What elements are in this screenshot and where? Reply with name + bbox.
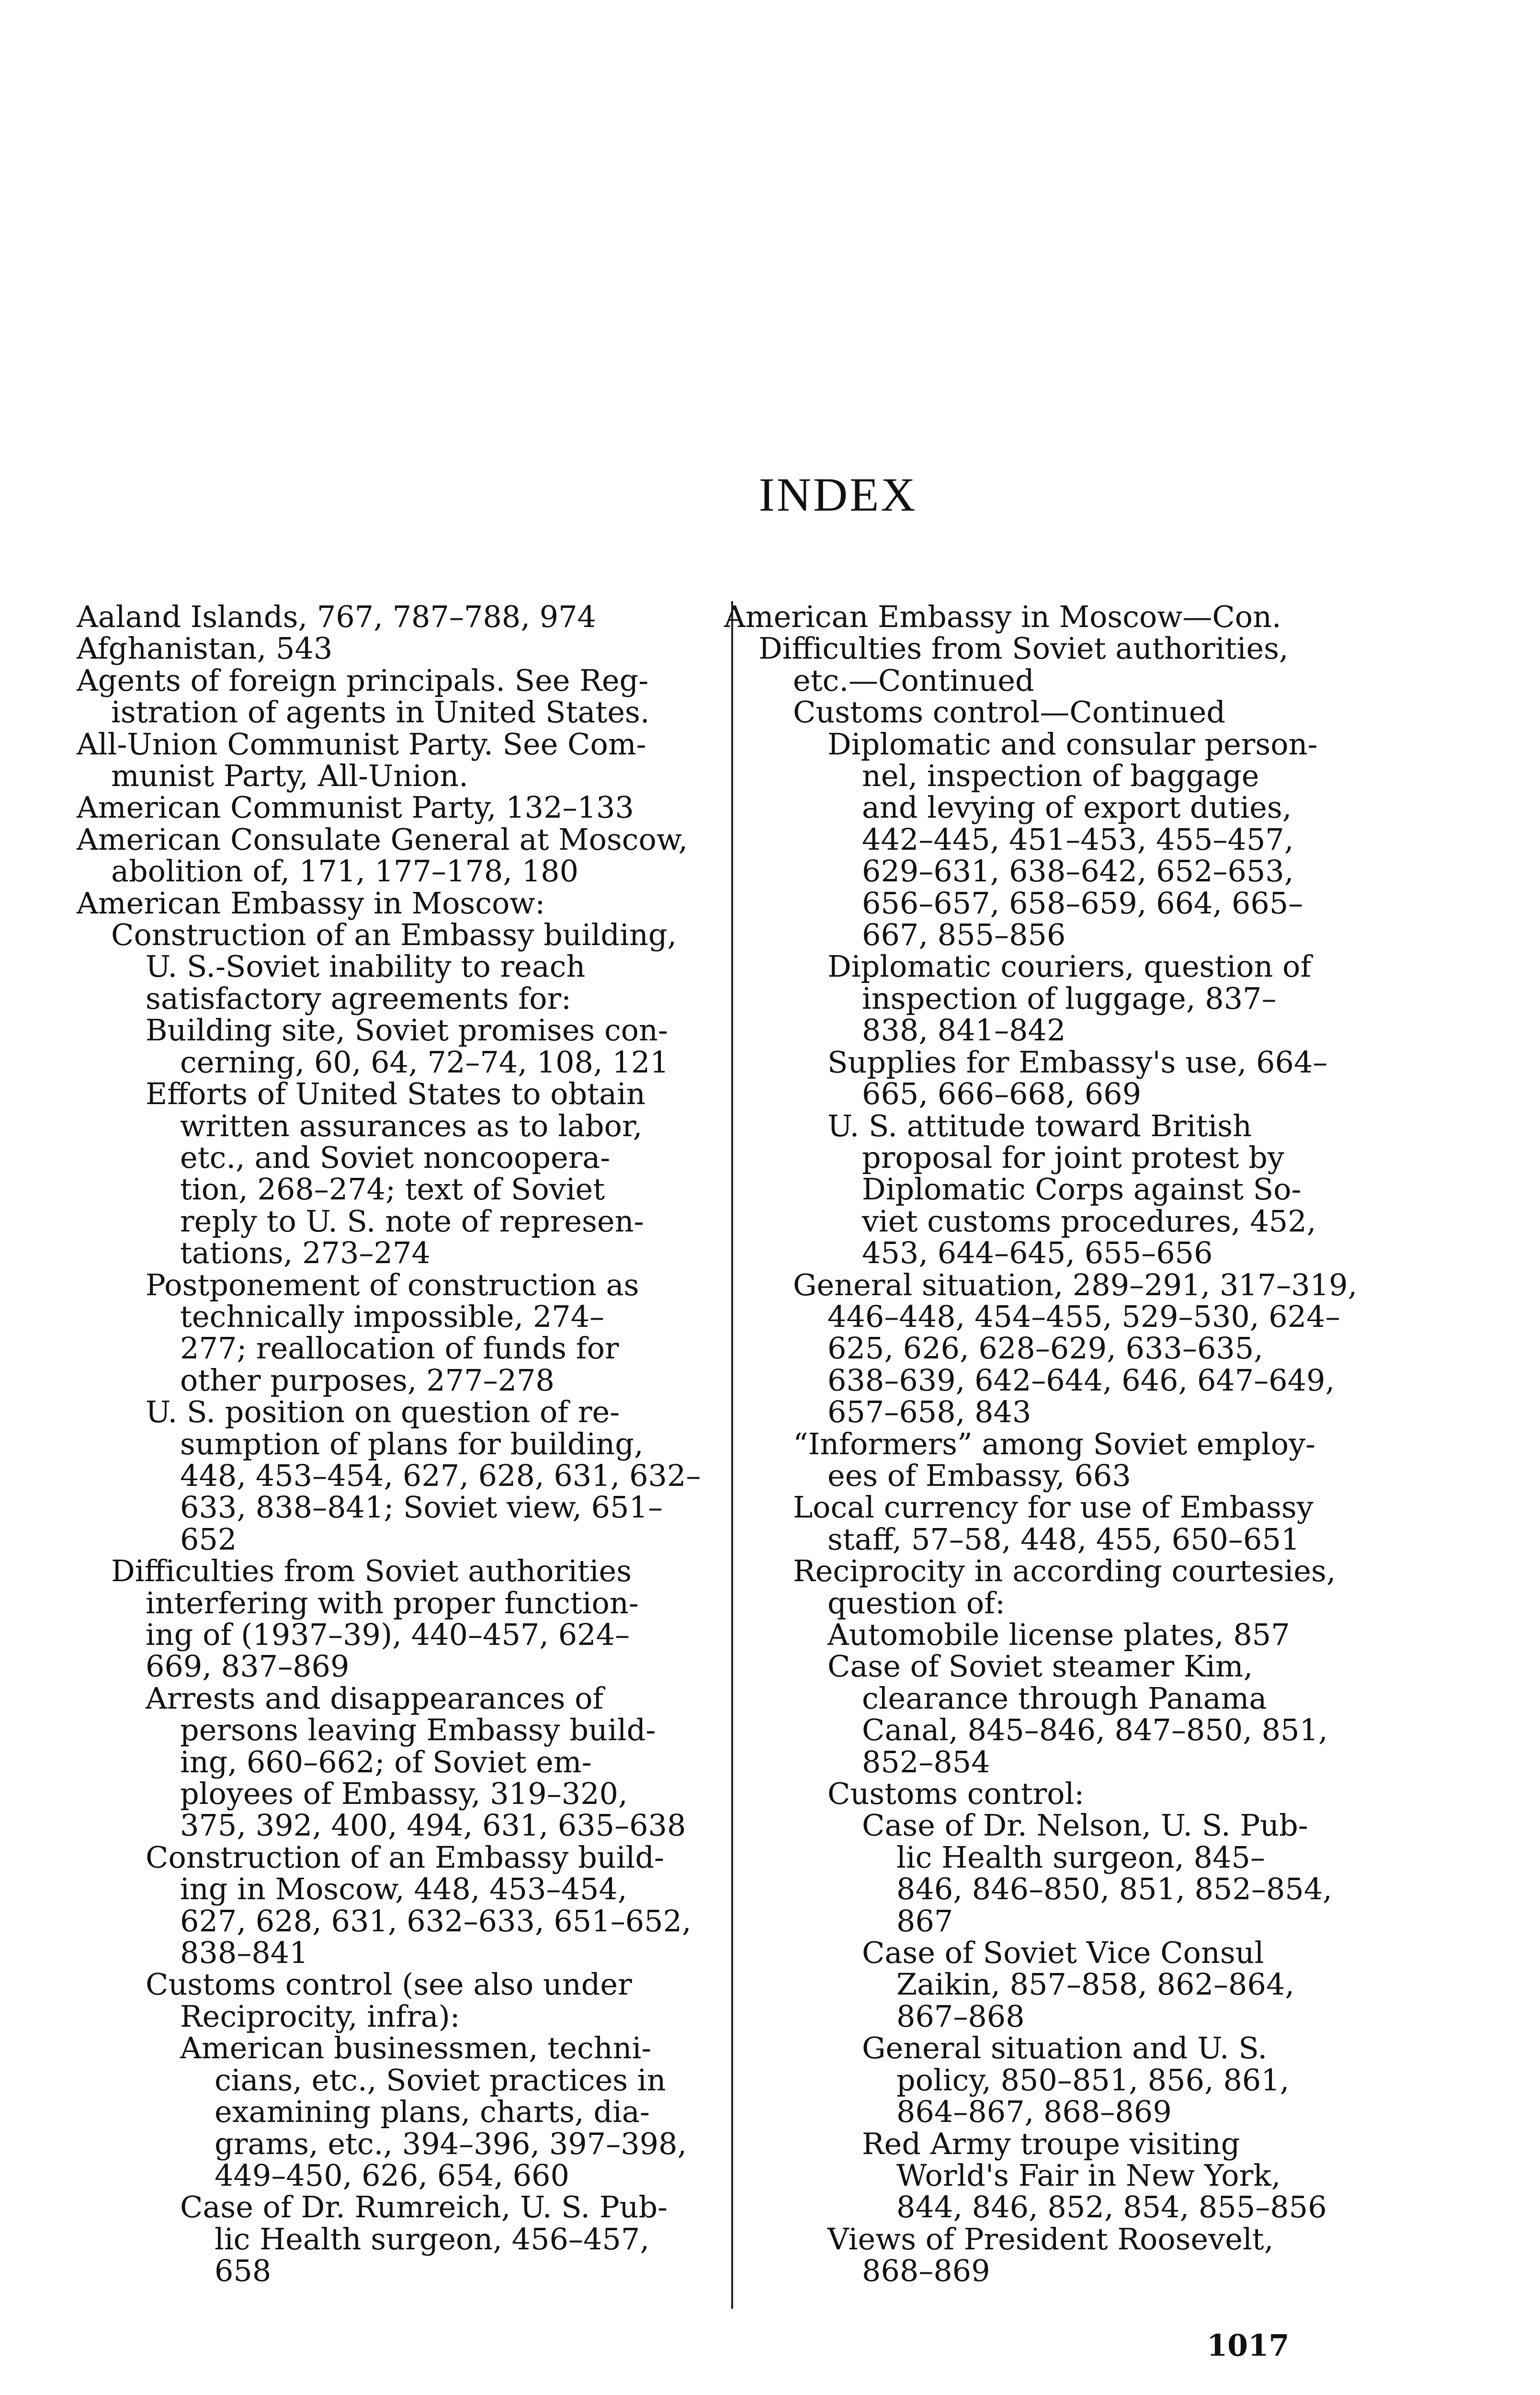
index-entry — [77, 919, 728, 1015]
index-entry-line: 627, 628, 631, 632–633, 651–652, — [180, 1903, 691, 1939]
index-entry — [77, 601, 728, 633]
index-entry-line: Red Army troupe visiting — [862, 2126, 1240, 2161]
index-entry-line: tations, 273–274 — [180, 1235, 430, 1271]
index-entry-line: Views of President Roosevelt, — [827, 2221, 1274, 2257]
index-entry-line: 852–854 — [862, 1744, 990, 1779]
index-entry-line: Construction of an Embassy build- — [146, 1839, 665, 1875]
index-entry-line: Customs control—Continued — [793, 695, 1226, 730]
index-entry-line: 375, 392, 400, 494, 631, 635–638 — [180, 1808, 686, 1843]
index-entry-line: U. S.-Soviet inability to reach — [146, 949, 586, 984]
index-entry-line: Supplies for Embassy's use, 664– — [827, 1044, 1328, 1080]
index-entry-line: 667, 855–856 — [862, 917, 1066, 953]
index-entry-line: grams, etc., 394–396, 397–398, — [215, 2126, 687, 2161]
right-column — [724, 601, 1385, 2287]
index-entry-line: Customs control (see also under — [146, 1967, 632, 2002]
index-entry-line: Efforts of United States to obtain — [146, 1076, 645, 1112]
index-entry-line: Customs control: — [827, 1776, 1085, 1812]
index-entry-line: 442–445, 451–453, 455–457, — [862, 821, 1294, 857]
index-entry-line: 629–631, 638–642, 652–653, — [862, 854, 1294, 889]
index-entry-line: ing of (1937–39), 440–457, 624– — [146, 1617, 630, 1652]
index-entry-line: Reciprocity, infra): — [180, 1998, 460, 2034]
index-entry-line: lic Health surgeon, 845– — [896, 1839, 1265, 1875]
index-entry-line: 864–867, 868–869 — [896, 2094, 1172, 2130]
index-entry-line: Diplomatic Corps against So- — [862, 1172, 1302, 1207]
index-entry-line: 838–841 — [180, 1935, 308, 1971]
index-entry-line: All-Union Communist Party. See Com- — [77, 726, 646, 762]
index-entry-line: interfering with proper function- — [146, 1585, 639, 1620]
index-entry — [724, 1937, 1385, 2032]
index-entry-line: 448, 453–454, 627, 628, 631, 632– — [180, 1458, 701, 1493]
index-entry-line: Case of Soviet Vice Consul — [862, 1935, 1264, 1971]
page-title: INDEX — [759, 468, 917, 521]
index-entry — [77, 1969, 728, 2032]
index-entry — [77, 1555, 728, 1683]
index-entry — [724, 2128, 1385, 2224]
index-entry-line: ees of Embassy, 663 — [827, 1458, 1131, 1493]
index-entry-line: munist Party, All-Union. — [111, 758, 468, 794]
index-entry — [724, 951, 1385, 1046]
index-entry — [724, 726, 1385, 953]
index-entry — [77, 1078, 728, 1269]
index-entry-line: inspection of luggage, 837– — [862, 981, 1277, 1016]
index-entry-line: American Communist Party, 132–133 — [77, 790, 634, 825]
index-entry-line: American Consulate General at Moscow, — [77, 821, 688, 857]
index-entry-line: General situation, 289–291, 317–319, — [793, 1267, 1358, 1302]
index-entry-line: written assurances as to labor, — [180, 1108, 643, 1143]
index-entry-line: 656–657, 658–659, 664, 665– — [862, 885, 1303, 921]
index-entry-line: 449–450, 626, 654, 660 — [215, 2157, 569, 2193]
index-entry-line: 658 — [215, 2253, 272, 2289]
index-entry — [724, 1810, 1385, 1937]
index-entry-line: proposal for joint protest by — [862, 1140, 1284, 1175]
index-entry-line: 838, 841–842 — [862, 1013, 1066, 1048]
index-entry-line: Local currency for use of Embassy — [793, 1490, 1314, 1525]
index-entry-line: Construction of an Embassy building, — [111, 917, 677, 953]
index-entry-line: Difficulties from Soviet authorities, — [759, 631, 1289, 666]
index-entry — [724, 696, 1385, 728]
index-entry — [724, 601, 1385, 633]
index-entry-line: Difficulties from Soviet authorities — [111, 1553, 632, 1589]
index-entry-line: 446–448, 454–455, 529–530, 624– — [827, 1299, 1340, 1334]
index-entry-line: World's Fair in New York, — [896, 2157, 1281, 2193]
index-entry-line: lic Health surgeon, 456–457, — [215, 2221, 650, 2257]
index-entry-line: 846, 846–850, 851, 852–854, — [896, 1871, 1332, 1907]
index-entry-line: 867 — [896, 1903, 953, 1939]
index-entry — [77, 792, 728, 823]
index-entry-line: staff, 57–58, 448, 455, 650–651 — [827, 1521, 1300, 1557]
index-entry — [77, 821, 728, 889]
index-entry-line: reply to U. S. note of represen- — [180, 1203, 644, 1239]
index-entry-line: Postponement of construction as — [146, 1267, 639, 1302]
index-entry-line: nel, inspection of baggage — [862, 758, 1259, 794]
index-entry-line: General situation and U. S. — [862, 2030, 1268, 2066]
index-entry-line: abolition of, 171, 177–178, 180 — [111, 854, 579, 889]
index-entry-line: 652 — [180, 1521, 237, 1557]
index-entry-line: ployees of Embassy, 319–320, — [180, 1776, 628, 1812]
index-entry-line: viet customs procedures, 452, — [862, 1203, 1316, 1239]
index-entry — [77, 2191, 728, 2287]
index-entry-line: tion, 268–274; text of Soviet — [180, 1172, 605, 1207]
index-entry-line: 277; reallocation of funds for — [180, 1331, 619, 1366]
index-entry-line: Automobile license plates, 857 — [827, 1617, 1290, 1652]
index-entry-line: 665, 666–668, 669 — [862, 1076, 1142, 1112]
index-entry — [724, 2032, 1385, 2128]
index-entry-line: 638–639, 642–644, 646, 647–649, — [827, 1362, 1335, 1398]
index-entry-line: Diplomatic and consular person- — [827, 726, 1318, 762]
index-entry-line: Agents of foreign principals. See Reg- — [77, 662, 649, 698]
index-entry-line: etc., and Soviet noncoopera- — [180, 1140, 611, 1175]
index-entry-line: ing, 660–662; of Soviet em- — [180, 1744, 592, 1779]
index-entry — [724, 1651, 1385, 1778]
index-entry-line: sumption of plans for building, — [180, 1426, 644, 1461]
index-entry — [724, 1555, 1385, 1619]
index-entry — [724, 1619, 1385, 1651]
index-entry-line: American businessmen, techni- — [180, 2030, 652, 2066]
index-entry-line: etc.—Continued — [793, 662, 1034, 698]
index-entry — [77, 1015, 728, 1078]
index-entry-line: policy, 850–851, 856, 861, — [896, 2062, 1290, 2098]
index-entry-line: American Embassy in Moscow: — [77, 885, 545, 921]
index-entry-line: cians, etc., Soviet practices in — [215, 2062, 666, 2098]
index-entry-line: Afghanistan, 543 — [77, 631, 333, 666]
index-entry-line: “Informers” among Soviet employ- — [793, 1426, 1316, 1461]
index-entry-line: istration of agents in United States. — [111, 695, 650, 730]
index-entry-line: and levying of export duties, — [862, 790, 1292, 825]
index-entry-line: Arrests and disappearances of — [146, 1680, 604, 1716]
index-entry-line: 625, 626, 628–629, 633–635, — [827, 1331, 1263, 1366]
index-entry-line: U. S. position on question of re- — [146, 1394, 620, 1430]
index-entry-line: satisfactory agreements for: — [146, 981, 571, 1016]
index-entry-line: clearance through Panama — [862, 1680, 1267, 1716]
index-entry-line: Aaland Islands, 767, 787–788, 974 — [77, 599, 596, 634]
index-entry-line: U. S. attitude toward British — [827, 1108, 1252, 1143]
index-entry-line: Zaikin, 857–858, 862–864, — [896, 1967, 1295, 2002]
index-entry — [77, 2032, 728, 2191]
index-entry-line: ing in Moscow, 448, 453–454, — [180, 1871, 627, 1907]
index-entry-line: 657–658, 843 — [827, 1394, 1031, 1430]
index-entry-line: Case of Soviet steamer Kim, — [827, 1649, 1253, 1684]
index-entry — [724, 2221, 1385, 2289]
index-entry-line: Building site, Soviet promises con- — [146, 1013, 668, 1048]
index-entry-line: Case of Dr. Rumreich, U. S. Pub- — [180, 2190, 668, 2225]
index-entry-line: 453, 644–645, 655–656 — [862, 1235, 1213, 1271]
index-entry — [77, 1269, 728, 1397]
page-number: 1017 — [1207, 2328, 1290, 2363]
index-entry — [77, 633, 728, 664]
index-entry-line: 669, 837–869 — [146, 1649, 350, 1684]
index-entry-line: Reciprocity in according courtesies, — [793, 1553, 1336, 1589]
index-entry-line: cerning, 60, 64, 72–74, 108, 121 — [180, 1044, 669, 1080]
index-entry-line: question of: — [827, 1585, 1006, 1620]
index-entry-line: 844, 846, 852, 854, 855–856 — [896, 2190, 1327, 2225]
index-entry-line: other purposes, 277–278 — [180, 1362, 555, 1398]
index-entry — [77, 885, 728, 921]
index-entry-line: Diplomatic couriers, question of — [827, 949, 1312, 984]
left-column — [77, 601, 728, 2287]
index-entry-line: 868–869 — [862, 2253, 990, 2289]
index-entry-line: 633, 838–841; Soviet view, 651– — [180, 1490, 663, 1525]
index-entry — [724, 1428, 1385, 1492]
index-entry-line: Case of Dr. Nelson, U. S. Pub- — [862, 1808, 1308, 1843]
index-entry — [724, 1492, 1385, 1555]
index-entry — [724, 1110, 1385, 1269]
index-entry-line: American Embassy in Moscow—Con. — [724, 599, 1281, 634]
index-entry — [77, 1396, 728, 1555]
index-entry-line: Canal, 845–846, 847–850, 851, — [862, 1712, 1328, 1748]
index-entry — [724, 633, 1385, 696]
index-entry-line: 867–868 — [896, 1998, 1025, 2034]
index-entry — [724, 1778, 1385, 1810]
index-entry — [77, 662, 728, 730]
index-entry — [77, 726, 728, 794]
index-entry — [77, 1680, 728, 1843]
index-entry-line: examining plans, charts, dia- — [215, 2094, 650, 2130]
index-entry-line: persons leaving Embassy build- — [180, 1712, 656, 1748]
index-entry — [724, 1044, 1385, 1112]
index-entry — [724, 1269, 1385, 1428]
index-entry — [77, 1839, 728, 1971]
index-entry-line: technically impossible, 274– — [180, 1299, 605, 1334]
